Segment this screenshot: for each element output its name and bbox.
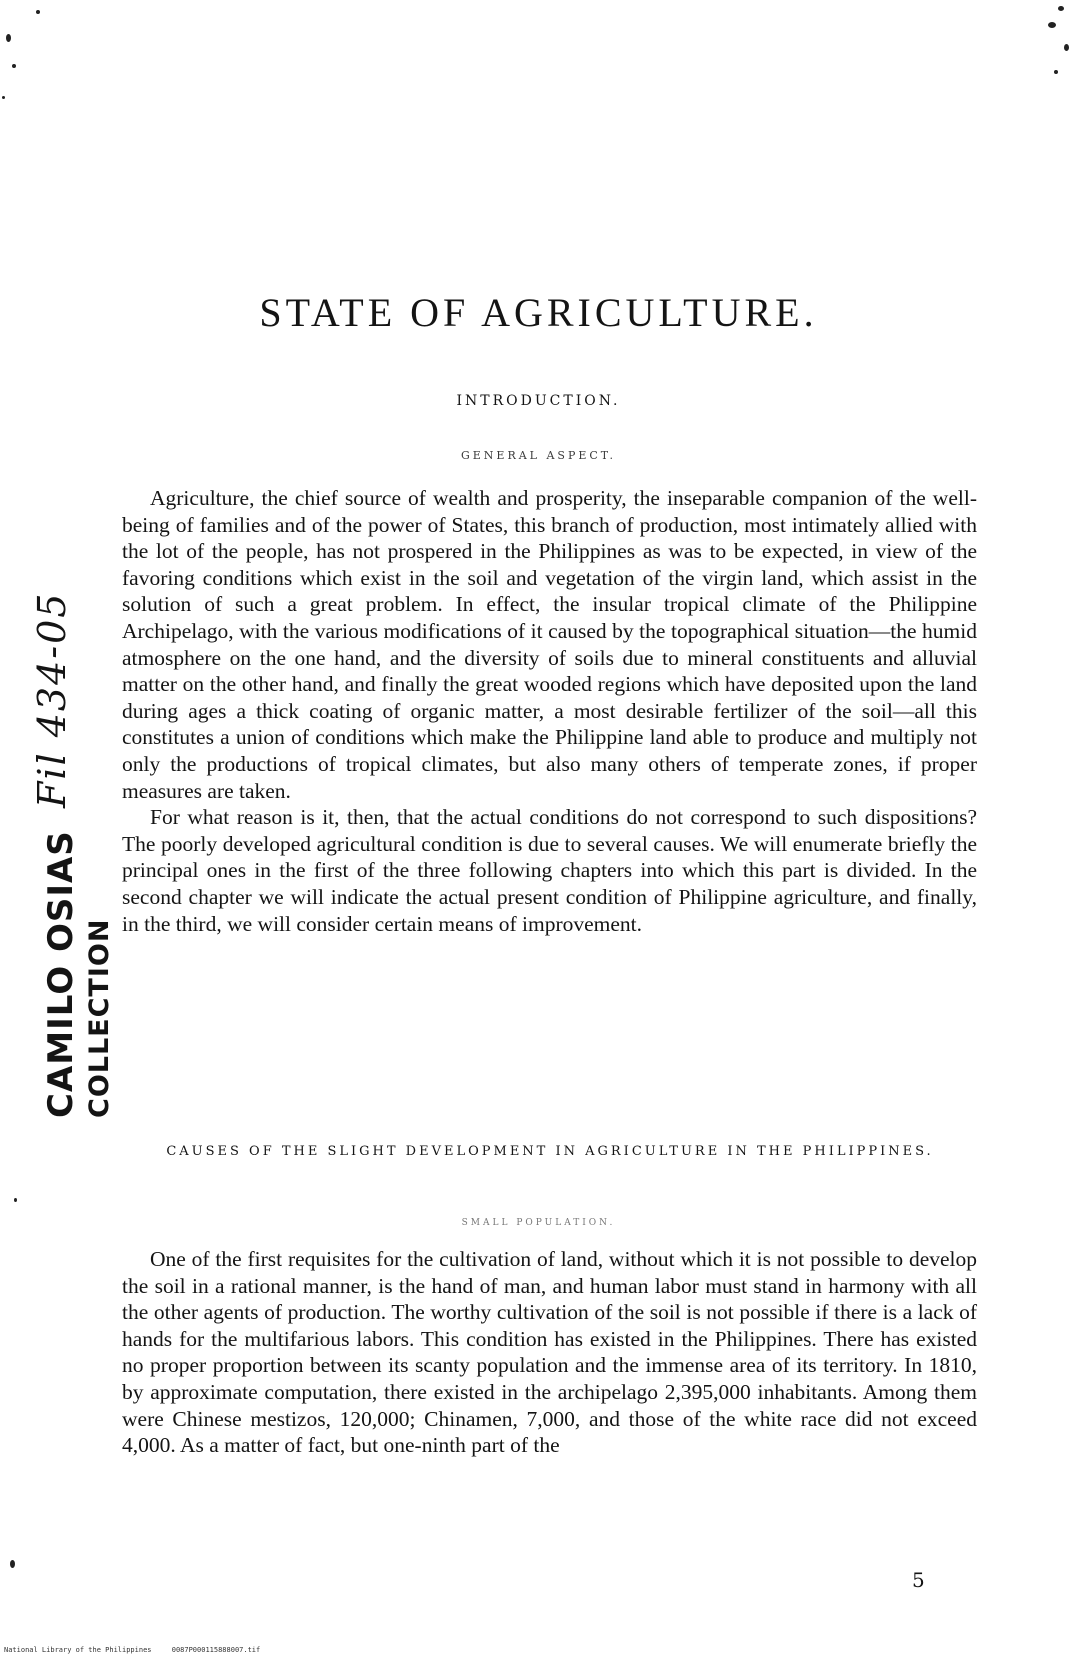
page-number: 5: [912, 1568, 925, 1592]
population-text: [122, 1246, 977, 1459]
scan-speck: [6, 34, 11, 42]
scan-footer: [4, 1646, 260, 1654]
subsection-heading: GENERAL ASPECT.: [460, 449, 617, 462]
introduction-text: [122, 485, 977, 937]
scan-speck: [36, 10, 40, 14]
scan-speck: [10, 1560, 15, 1568]
scan-speck: [12, 64, 16, 68]
collection-stamp: [41, 830, 115, 1118]
scan-speck: [1048, 22, 1056, 28]
stamp-line-2: COLLECTION: [84, 918, 115, 1118]
scan-speck: [2, 96, 5, 99]
footer-library: National Library of the Philippines: [4, 1646, 152, 1654]
scan-speck: [1054, 70, 1058, 74]
paragraph: Agriculture, the chief source of wealth and prosperity, the inseparable companion of the well-being of families and of the power of States, this branch of production, most intimately allied with the lot of the people, has not prospered in the Philippines as was to be expected, in view of the favoring conditions which exist in the soil and vegetation of the virgin land, which assist in the solution of such a great problem. In effect, the insular tropical climate of the Philippine Archipelago, with the various modifications of it caused by the topographical situation—the humid atmosphere on the one hand, and the diversity of soils due to mineral constituents and alluvial matter on the other hand, and finally the great wooded regions which have deposited upon the land during ages a thick coating of organic matter, a most desirable fertilizer of the soil—all this constitutes a union of conditions which make the Philippine land able to produce and multiply not only the productions of tropical climates, but also many others of temperate zones, if proper measures are taken.: [122, 486, 977, 803]
stamp-line-1: CAMILO OSIAS: [41, 830, 81, 1118]
footer-file: 0087P000115888007.tif: [171, 1646, 261, 1654]
page-title: STATE OF AGRICULTURE.: [259, 289, 818, 335]
causes-heading: CAUSES OF THE SLIGHT DEVELOPMENT IN AGRICULTURE IN THE PHILIPPINES.: [166, 1144, 934, 1159]
scan-speck: [14, 1198, 17, 1202]
section-heading: INTRODUCTION.: [456, 393, 621, 409]
scan-speck: [1058, 6, 1064, 11]
paragraph: For what reason is it, then, that the actual conditions do not correspond to such dispositions? The poorly developed agricultural condition is due to several causes. We will enumerate briefly the principal ones in the first of the three following chapters into which this part is divided. In the second chapter we will indicate the actual present condition of Philippine agriculture, and finally, in the third, we will consider certain means of improvement.: [122, 805, 977, 936]
scan-speck: [1064, 44, 1069, 51]
small-population-heading: SMALL POPULATION.: [461, 1218, 616, 1228]
handwritten-call-number: Fil 434-05: [30, 591, 74, 808]
paragraph: One of the first requisites for the cultivation of land, without which it is not possible to develop the soil in a rational manner, is the hand of man, and human labor must stand in harmony with all the other agents of production. The worthy cultivation of the soil is not possible if there is a lack of hands for the multifarious labors. This condition has existed in the Philippines. There has existed no proper proportion between its scanty population and the immense area of its territory. In 1810, by approximate computation, there existed in the archipelago 2,395,000 inhabitants. Among them were Chinese mestizos, 120,000; Chinamen, 7,000, and those of the white race did not exceed 4,000. As a matter of fact, but one-ninth part of the: [122, 1247, 977, 1458]
